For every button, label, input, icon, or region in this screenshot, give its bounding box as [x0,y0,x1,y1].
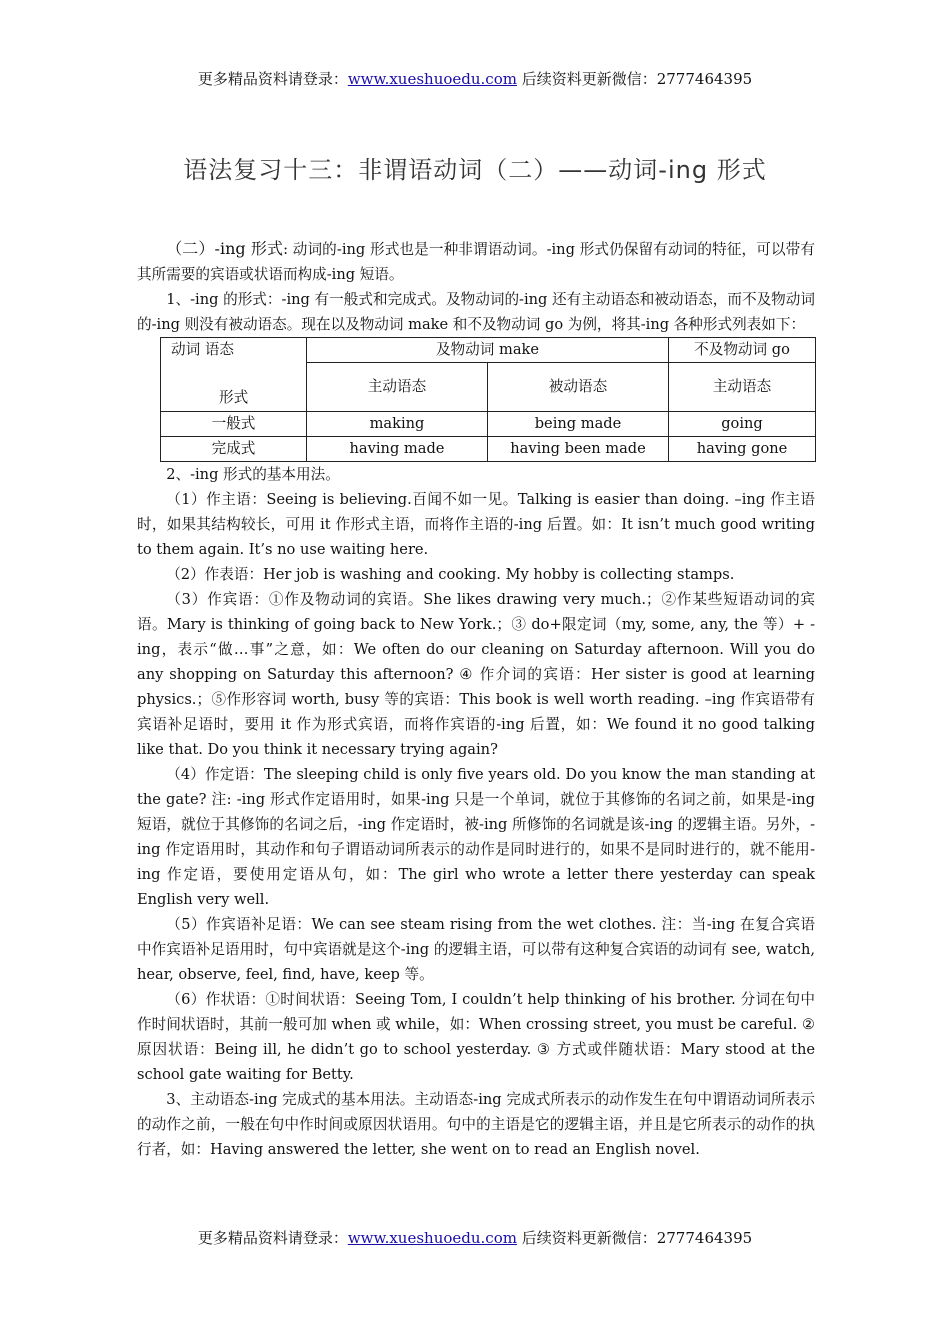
section-3: 3、主动语态-ing 完成式的基本用法。主动语态-ing 完成式所表示的动作发生在句中谓语动词所表示的动作之前，一般在句中作时间或原因状语用。句中的主语是它的逻辑主语，并且是它所表示的动作的执行者，如：Having answered the letter, she went on to read an English novel. [137,1091,815,1158]
page-footer [0,1227,950,1248]
section-2: 2、-ing 形式的基本用法。 [166,466,340,483]
page-title: 语法复习十三：非谓语动词（二）——动词-ing 形式 [183,156,767,184]
footer-prefix: 更多精品资料请登录： [197,1229,348,1247]
footer-link[interactable]: www.xueshuoedu.com [347,1229,517,1247]
section-1: 1、-ing 的形式：-ing 有一般式和完成式。及物动词的-ing 还有主动语态和被动语态，而不及物动词的-ing 则没有被动语态。现在以及物动词 make 和不及物动词 go 为例，将其-ing 各种形式列表如下： [137,291,815,333]
footer-suffix: 后续资料更新微信：2777464395 [516,1229,753,1247]
intro-text: : 动词的-ing 形式也是一种非谓语动词。-ing 形式仍保留有动词的特征，可以带有其所需要的宾语或状语而构成-ing 短语。 [137,241,815,283]
active2-header: 主动语态 [669,363,816,412]
corner-bottom: 形式 [219,389,249,406]
usage-object-complement: （5）作宾语补足语：We can see steam rising from the wet clothes. 注：当-ing 在复合宾语中作宾语补足语用时，句中宾语就是这个-ing 的逻辑主语，可以带有这种复合宾语的动词有 see, watch, hear, observe, feel, find, have, keep 等。 [137,916,815,983]
ing-forms-table [160,337,816,462]
cell-passive: having been made [488,437,669,462]
usage-predicative: （2）作表语：Her job is washing and cooking. My hobby is collecting stamps. [166,566,735,583]
corner-top: 动词 语态 [171,341,235,358]
passive-header: 被动语态 [488,363,669,412]
cell-go: going [669,412,816,437]
intro-paragraph [137,236,815,287]
table-corner-cell [161,338,307,412]
header-suffix: 后续资料更新微信：2777464395 [516,70,753,88]
usage-object: （3）作宾语：①作及物动词的宾语。She likes drawing very much.；②作某些短语动词的宾语。Mary is thinking of going back to New York.；③ do+限定词（my, some, any, the 等）+ -ing，表示“做…事”之意，如：We often do our cleaning on Saturday afternoon. Will you do any shopping on Saturday this afternoon? ④ 作介词的宾语：Her sister is good at learning physics.；⑤作形容词 worth, busy 等的宾语：This book is well worth reading. –ing 作宾语带有宾语补足语时，要用 it 作为形式宾语，而将作宾语的-ing 后置，如：We found it no good talking like that. Do you think it necessary trying again? [137,591,815,758]
usage-subject: （1）作主语：Seeing is believing.百闻不如一见。Talking is easier than doing. –ing 作主语时，如果其结构较长，可用 it 作形式主语，而将作主语的-ing 后置。如：It isn’t much good writing to them again. It’s no use waiting here. [137,491,815,558]
header-prefix: 更多精品资料请登录： [197,70,348,88]
cell-active: making [307,412,488,437]
cell-active: having made [307,437,488,462]
table-row [161,412,816,437]
row-label: 完成式 [161,437,307,462]
row-label: 一般式 [161,412,307,437]
cell-passive: being made [488,412,669,437]
document-body [137,236,815,1162]
usage-adverbial: （6）作状语：①时间状语：Seeing Tom, I couldn’t help thinking of his brother. 分词在句中作时间状语时，其前一般可加 when 或 while，如：When crossing street, you must be careful. ② 原因状语：Being ill, he didn’t go to school yesterday. ③ 方式或伴随状语：Mary stood at the school gate waiting for Betty. [137,991,815,1083]
table-row [161,437,816,462]
usage-attribute: （4）作定语：The sleeping child is only five years old. Do you know the man standing at the gate? 注: -ing 形式作定语用时，如果-ing 只是一个单词，就位于其修饰的名词之前，如果是-ing 短语，就位于其修饰的名词之后，-ing 作定语时，被-ing 所修饰的名词就是该-ing 的逻辑主语。另外，-ing 作定语用时，其动作和句子谓语动词所表示的动作是同时进行的，如果不是同时进行的，就不能用-ing 作定语，要使用定语从句，如：The girl who wrote a letter there yesterday can speak English very well. [137,766,815,908]
intro-lead: （二）-ing 形式 [166,239,284,258]
active-header: 主动语态 [307,363,488,412]
page-header [0,68,950,89]
cell-go: having gone [669,437,816,462]
intransitive-header: 不及物动词 go [669,338,816,363]
header-link[interactable]: www.xueshuoedu.com [347,70,517,88]
transitive-header: 及物动词 make [307,338,669,363]
